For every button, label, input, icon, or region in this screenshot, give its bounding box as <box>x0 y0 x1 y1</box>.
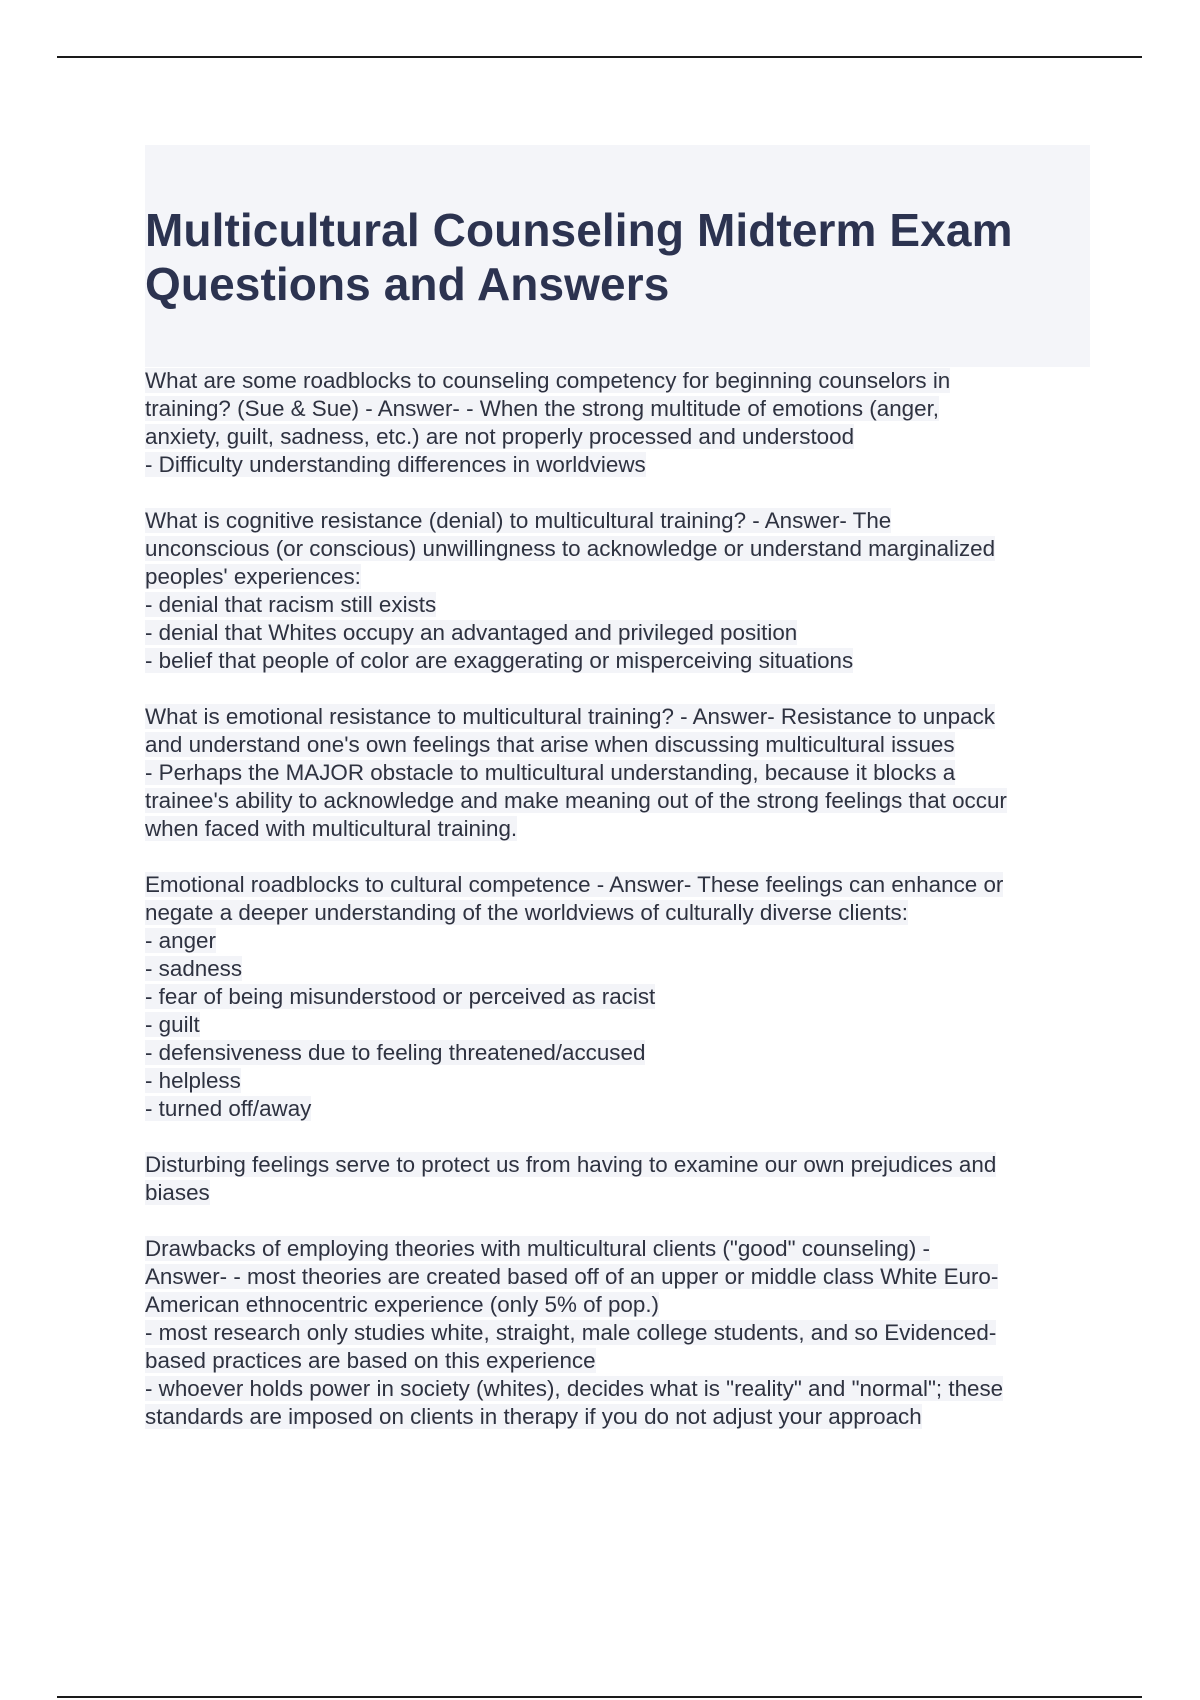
qa-line-text: when faced with multicultural training. <box>145 816 518 841</box>
qa-line-text: - turned off/away <box>145 1096 312 1121</box>
qa-line-text: - defensiveness due to feeling threatened/accused <box>145 1040 646 1065</box>
qa-line <box>145 731 1090 759</box>
qa-line <box>145 507 1090 535</box>
qa-line-text: biases <box>145 1180 210 1205</box>
title-block <box>145 145 1090 367</box>
qa-line <box>145 1291 1090 1319</box>
qa-line-text: - helpless <box>145 1068 241 1093</box>
qa-line-text: - Perhaps the MAJOR obstacle to multicultural understanding, because it blocks a <box>145 760 956 785</box>
qa-line-text: Disturbing feelings serve to protect us from having to examine our own prejudices and <box>145 1152 997 1177</box>
qa-line <box>145 535 1090 563</box>
qa-line <box>145 1263 1090 1291</box>
qa-line <box>145 787 1090 815</box>
qa-line <box>145 899 1090 927</box>
top-rule <box>57 56 1142 58</box>
qa-line <box>145 983 1090 1011</box>
qa-line <box>145 1375 1090 1403</box>
qa-line <box>145 927 1090 955</box>
qa-entry <box>145 367 1090 479</box>
qa-line-text: peoples' experiences: <box>145 564 361 589</box>
qa-line <box>145 591 1090 619</box>
qa-line-text: unconscious (or conscious) unwillingness to acknowledge or understand marginalized <box>145 536 996 561</box>
qa-line <box>145 1151 1090 1179</box>
qa-line-text: Emotional roadblocks to cultural competence - Answer- These feelings can enhance or <box>145 872 1004 897</box>
qa-line <box>145 955 1090 983</box>
qa-line-text: standards are imposed on clients in therapy if you do not adjust your approach <box>145 1404 922 1429</box>
qa-line-text: - fear of being misunderstood or perceived as racist <box>145 984 656 1009</box>
qa-line-text: and understand one's own feelings that arise when discussing multicultural issues <box>145 732 955 757</box>
qa-line <box>145 1067 1090 1095</box>
qa-line <box>145 1235 1090 1263</box>
qa-line <box>145 759 1090 787</box>
qa-line <box>145 647 1090 675</box>
qa-line <box>145 1011 1090 1039</box>
qa-line <box>145 1347 1090 1375</box>
qa-line-text: - denial that Whites occupy an advantaged and privileged position <box>145 620 798 645</box>
qa-entry <box>145 507 1090 675</box>
qa-line <box>145 1403 1090 1431</box>
document-title <box>145 203 1013 311</box>
title-line: Questions and Answers <box>145 258 670 310</box>
qa-line-text: training? (Sue & Sue) - Answer- - When the strong multitude of emotions (anger, <box>145 396 940 421</box>
qa-line-text: - guilt <box>145 1012 200 1037</box>
qa-line <box>145 423 1090 451</box>
qa-line-text: negate a deeper understanding of the worldviews of culturally diverse clients: <box>145 900 908 925</box>
qa-line-text: Answer- - most theories are created based off of an upper or middle class White Euro- <box>145 1264 999 1289</box>
qa-line <box>145 1095 1090 1123</box>
qa-line <box>145 367 1090 395</box>
qa-line-text: - whoever holds power in society (whites), decides what is "reality" and "normal"; these <box>145 1376 1004 1401</box>
qa-line <box>145 563 1090 591</box>
qa-line <box>145 815 1090 843</box>
bottom-rule <box>57 1696 1142 1698</box>
qa-line <box>145 703 1090 731</box>
qa-entry <box>145 703 1090 843</box>
qa-line-text: What are some roadblocks to counseling competency for beginning counselors in <box>145 368 951 393</box>
qa-entry <box>145 871 1090 1123</box>
qa-line-text: - denial that racism still exists <box>145 592 437 617</box>
qa-line <box>145 395 1090 423</box>
qa-line-text: based practices are based on this experience <box>145 1348 596 1373</box>
qa-line-text: What is emotional resistance to multicultural training? - Answer- Resistance to unpack <box>145 704 995 729</box>
qa-line-text: What is cognitive resistance (denial) to multicultural training? - Answer- The <box>145 508 892 533</box>
qa-line-text: - anger <box>145 928 216 953</box>
document-body <box>145 367 1090 1459</box>
qa-line <box>145 1319 1090 1347</box>
qa-line-text: - most research only studies white, straight, male college students, and so Evidenced- <box>145 1320 997 1345</box>
qa-line-text: - Difficulty understanding differences in worldviews <box>145 452 646 477</box>
qa-line <box>145 1039 1090 1067</box>
qa-line <box>145 451 1090 479</box>
qa-line <box>145 619 1090 647</box>
qa-entry <box>145 1151 1090 1207</box>
title-line: Multicultural Counseling Midterm Exam <box>145 204 1013 256</box>
qa-entry <box>145 1235 1090 1431</box>
qa-line-text: anxiety, guilt, sadness, etc.) are not properly processed and understood <box>145 424 855 449</box>
qa-line-text: Drawbacks of employing theories with multicultural clients ("good" counseling) - <box>145 1236 930 1261</box>
qa-line-text: - belief that people of color are exaggerating or misperceiving situations <box>145 648 854 673</box>
qa-line-text: American ethnocentric experience (only 5% of pop.) <box>145 1292 660 1317</box>
qa-line <box>145 871 1090 899</box>
qa-line <box>145 1179 1090 1207</box>
qa-line-text: trainee's ability to acknowledge and make meaning out of the strong feelings that occur <box>145 788 1007 813</box>
qa-line-text: - sadness <box>145 956 243 981</box>
